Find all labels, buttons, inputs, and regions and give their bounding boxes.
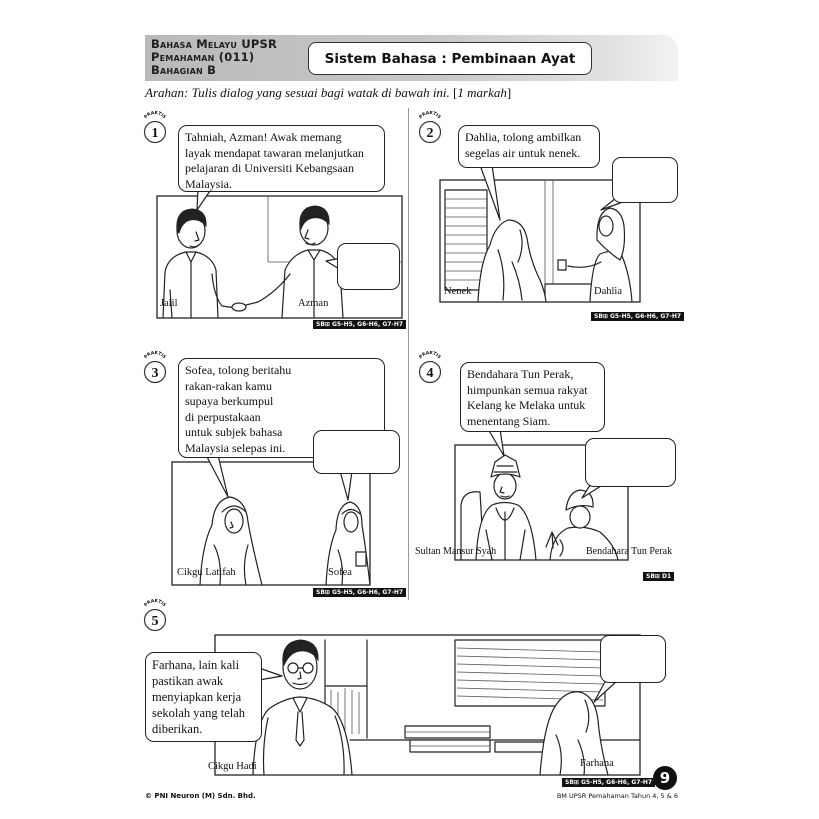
- character-label-bendahara-tun-perak: Bendahara Tun Perak: [586, 546, 673, 557]
- series-title: Bahasa Melayu UPSR: [151, 37, 278, 51]
- svg-text:PRAKTIS: [143, 598, 167, 608]
- svg-text:PRAKTIS: [418, 350, 442, 360]
- character-label-cikgu-hadi: Cikgu Hadi: [208, 761, 257, 772]
- character-label-jalil: Jalil: [160, 298, 178, 309]
- answer-bubble-3: [313, 430, 400, 474]
- marks-open: [: [453, 85, 458, 100]
- dialog-bubble-4: Bendahara Tun Perak, himpunkan semua rakyat Kelang ke Melaka untuk menentang Siam.: [460, 362, 605, 432]
- character-label-sultan-mansur-syah: Sultan Mansur Syah: [415, 546, 497, 557]
- topic-title-text: Sistem Bahasa : Pembinaan Ayat: [324, 50, 576, 67]
- answer-bubble-5: [600, 635, 666, 683]
- dialog-bubble-2: Dahlia, tolong ambilkan segelas air untuk nenek.: [458, 125, 600, 168]
- answer-bubble-2: [612, 157, 678, 203]
- practice-number: 3: [151, 366, 159, 381]
- character-label-cikgu-latifah: Cikgu Latifah: [177, 567, 236, 578]
- marks-value: 1 markah: [457, 85, 507, 100]
- footer-book-title: BM UPSR Pemahaman Tahun 4, 5 & 6: [556, 792, 678, 800]
- dialog-bubble-1: Tahniah, Azman! Awak memang layak mendapat tawaran melanjutkan pelajaran di Universiti Kebangsaan Malaysia.: [178, 125, 385, 192]
- svg-text:PRAKTIS: [418, 110, 442, 120]
- badge-label: PRAKTIS: [418, 350, 442, 361]
- practice-number: 2: [426, 126, 434, 141]
- character-label-azman: Azman: [298, 298, 329, 309]
- handshake: [232, 303, 246, 311]
- character-label-nenek: Nenek: [444, 286, 472, 297]
- skill-tag-3: SB⊞ G5-H5, G6-H6, G7-H7: [313, 588, 406, 597]
- page-number: 9: [653, 766, 677, 790]
- svg-text:PRAKTIS: [143, 350, 167, 360]
- book: [356, 552, 366, 566]
- panel-2-picture: [440, 180, 640, 302]
- skill-tag-2: SB⊞ G5-H5, G6-H6, G7-H7: [591, 312, 684, 321]
- badge-label: PRAKTIS: [143, 350, 167, 361]
- dialog-bubble-3: Sofea, tolong beritahu rakan-rakan kamu supaya berkumpul di perpustakaan untuk subjek bahasa Malaysia selepas ini.: [178, 358, 385, 458]
- character-label-sofea: Sofea: [328, 567, 352, 578]
- badge-label: PRAKTIS: [143, 598, 167, 609]
- badge-label: PRAKTIS: [418, 110, 442, 121]
- practice-number: 4: [426, 366, 434, 381]
- badge-label: PRAKTIS: [143, 110, 167, 121]
- instruction-text: Arahan: Tulis dialog yang sesuai bagi watak di bawah ini.: [145, 85, 450, 100]
- praktis-badge-3: [140, 349, 170, 385]
- svg-text:PRAKTIS: [143, 110, 167, 120]
- skill-tag-1: SB⊞ G5-H5, G6-H6, G7-H7: [313, 320, 406, 329]
- skill-tag-5: SB⊞ G5-H5, G6-H6, G7-H7: [562, 778, 655, 787]
- answer-bubble-4: [585, 438, 676, 487]
- footer-copyright: © PNI Neuron (M) Sdn. Bhd.: [145, 792, 256, 800]
- answer-bubble-1: [337, 243, 400, 290]
- panel-5-picture: [215, 635, 640, 775]
- table: [545, 284, 597, 302]
- skill-tag-4: SB⊞ D1: [643, 572, 674, 581]
- character-label-dahlia: Dahlia: [594, 286, 622, 297]
- water-glass: [558, 260, 566, 270]
- series-subtitle: Pemahaman (011): [151, 50, 255, 64]
- series-section: Bahagian B: [151, 63, 217, 77]
- praktis-badge-5: [140, 597, 170, 633]
- praktis-badge-2: [415, 109, 445, 145]
- marks-close: ]: [506, 85, 512, 100]
- praktis-badge-1: [140, 109, 170, 145]
- character-label-farhana: Farhana: [580, 758, 614, 769]
- praktis-badge-4: [415, 349, 445, 385]
- dialog-bubble-5: Farhana, lain kali pastikan awak menyiapkan kerja sekolah yang telah diberikan.: [145, 652, 262, 742]
- practice-number: 1: [151, 126, 159, 141]
- practice-number: 5: [151, 614, 159, 629]
